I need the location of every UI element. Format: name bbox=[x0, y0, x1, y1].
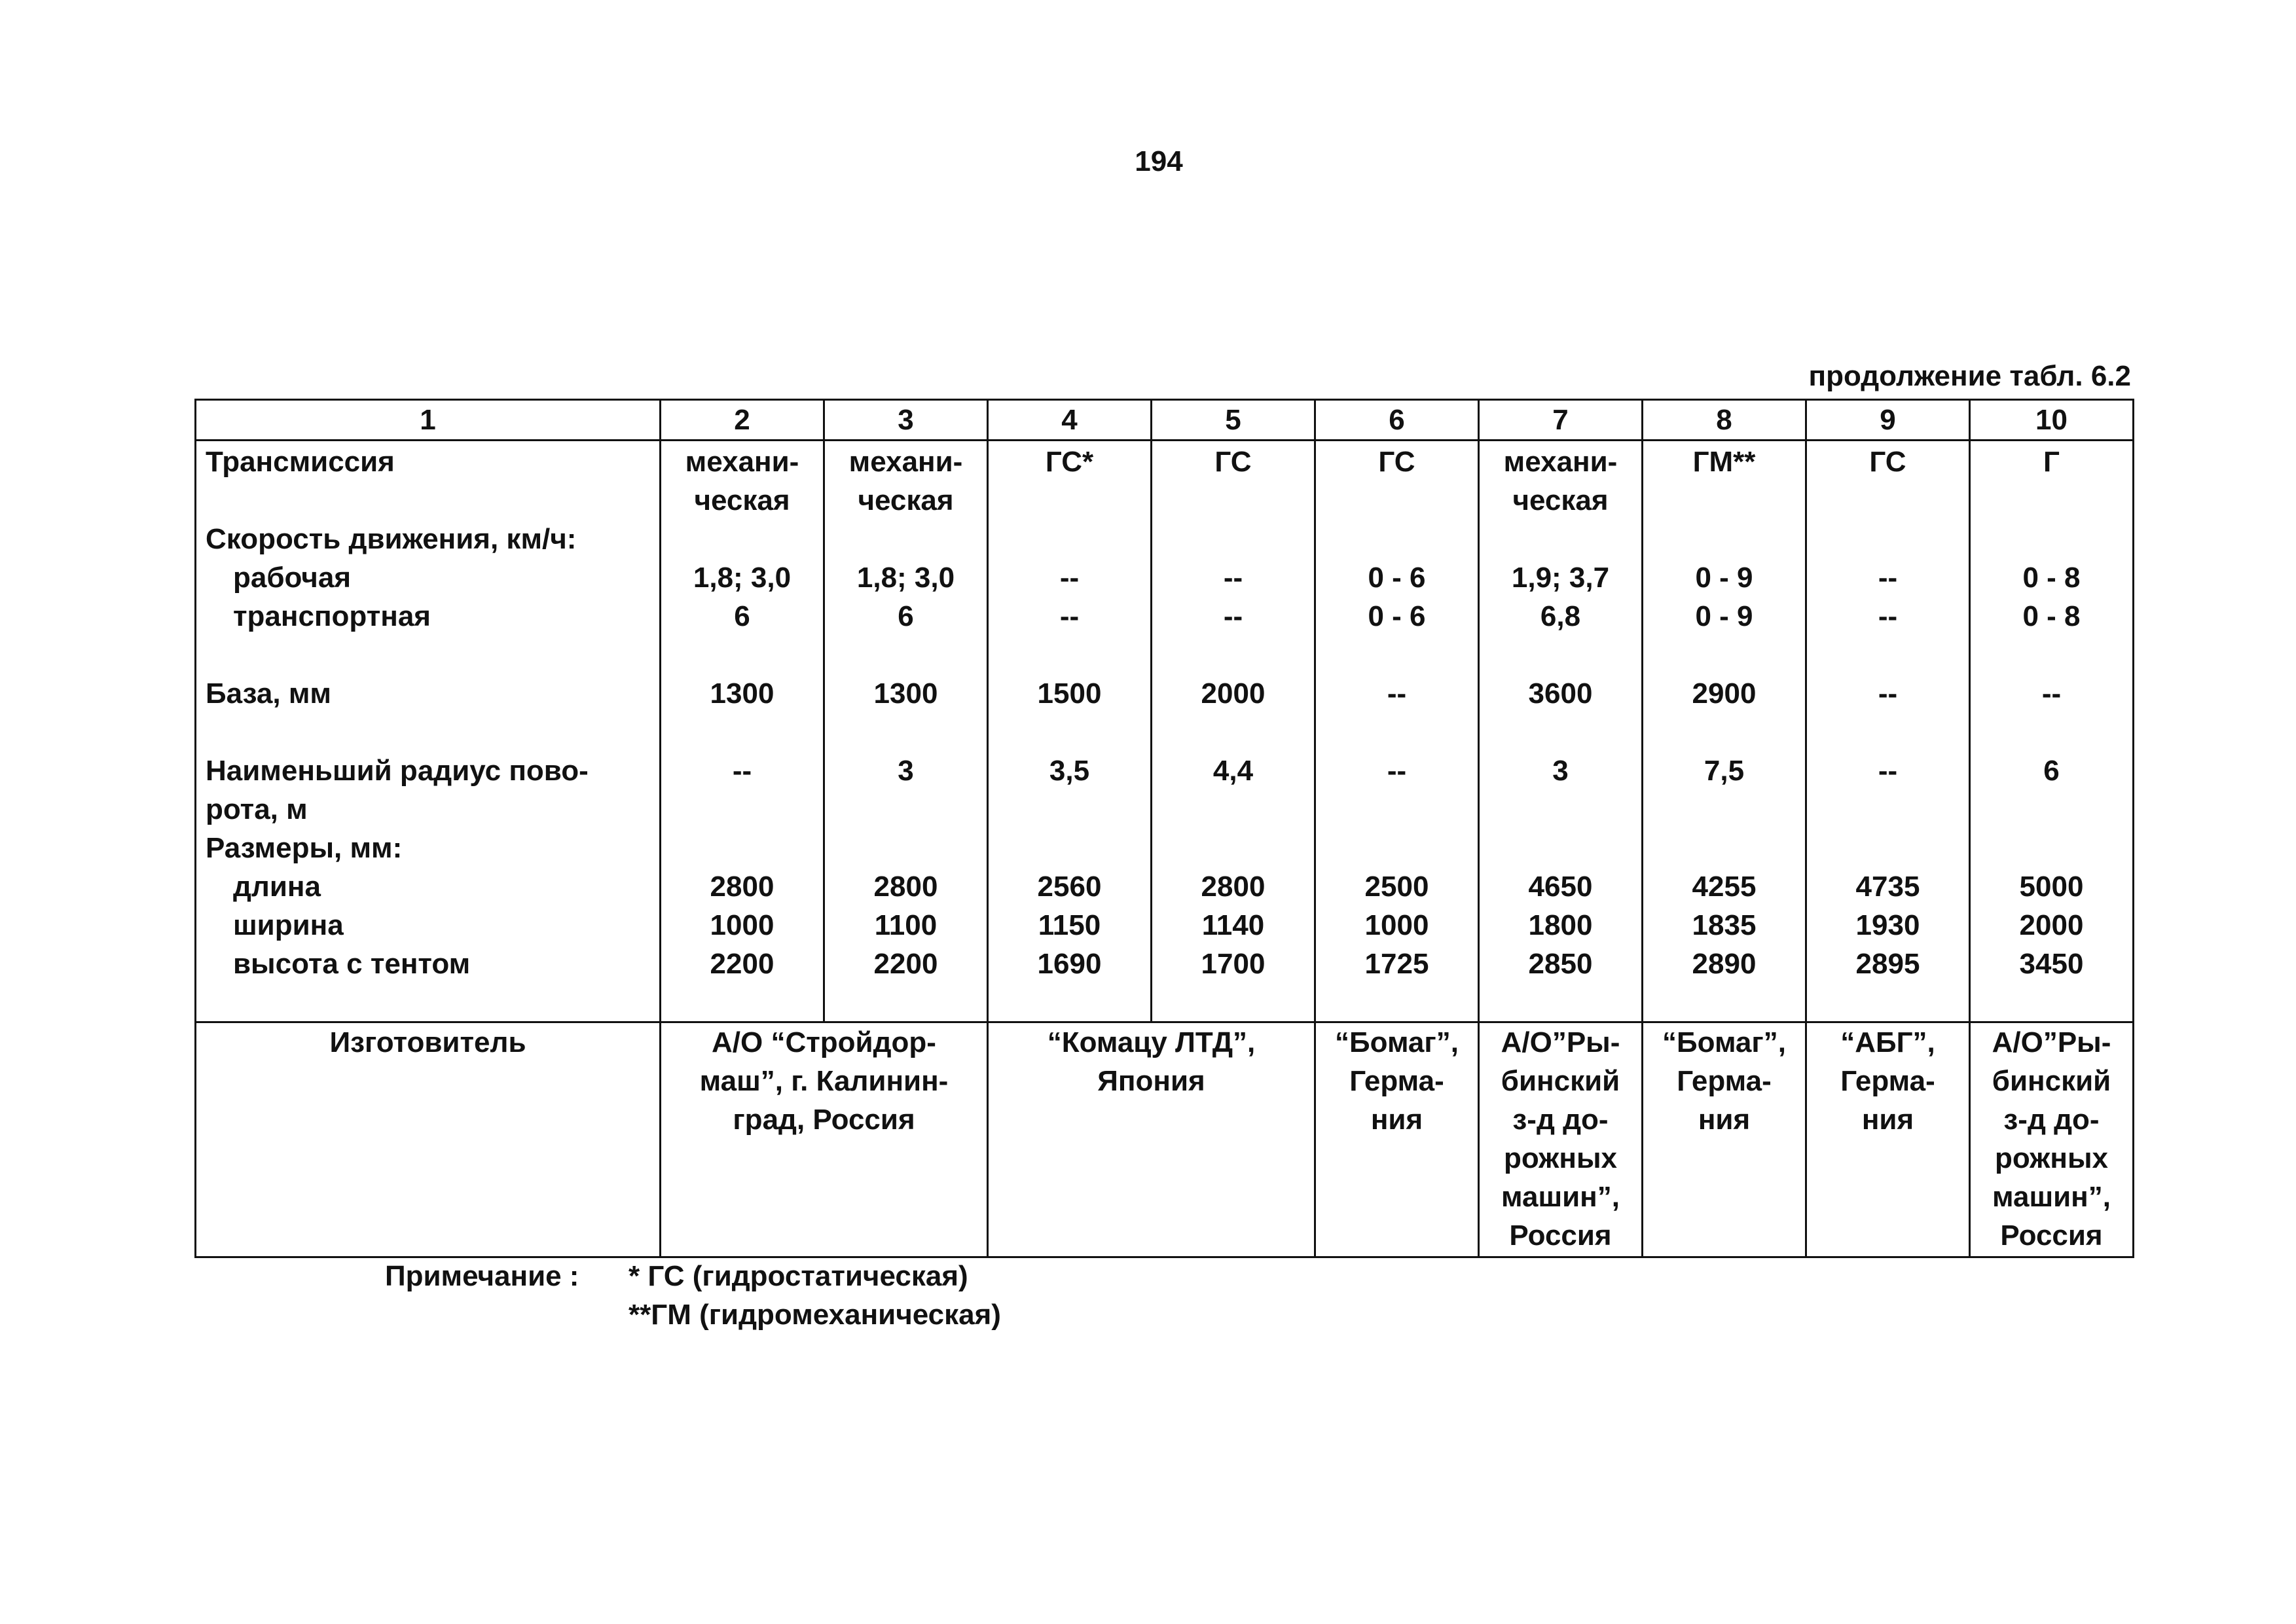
length-value: 2500 bbox=[1364, 871, 1429, 903]
height-value: 1690 bbox=[1037, 948, 1102, 980]
manufacturer-line: А/О”Ры- bbox=[1992, 1026, 2111, 1058]
col-header: 7 bbox=[1479, 400, 1643, 441]
table-caption: продолжение табл. 6.2 bbox=[1808, 360, 2131, 392]
col-header: 5 bbox=[1152, 400, 1315, 441]
manufacturer-line: ния bbox=[1698, 1104, 1751, 1136]
model-column bbox=[661, 441, 824, 1022]
speed-work-value: -- bbox=[1059, 562, 1080, 594]
col-header: 9 bbox=[1806, 400, 1970, 441]
width-value: 1930 bbox=[1855, 909, 1920, 941]
length-value: 2800 bbox=[710, 871, 774, 903]
radius-value: 6 bbox=[2043, 755, 2060, 787]
col-header: 8 bbox=[1643, 400, 1806, 441]
model-column bbox=[1643, 441, 1806, 1022]
transmission-value: механи- bbox=[1503, 446, 1618, 478]
manufacturer-line: “Бомаг”, bbox=[1335, 1026, 1459, 1058]
speed-transport-value: -- bbox=[1223, 600, 1243, 632]
base-value: -- bbox=[1878, 677, 1898, 710]
manufacturer-cell bbox=[1806, 1022, 1970, 1257]
width-value: 1000 bbox=[1364, 909, 1429, 941]
manufacturer-row bbox=[196, 1022, 2134, 1257]
label-dims: Размеры, мм: bbox=[206, 832, 403, 864]
base-value: 1300 bbox=[873, 677, 938, 710]
model-column bbox=[1152, 441, 1315, 1022]
model-column bbox=[1479, 441, 1643, 1022]
manufacturer-line: машин”, bbox=[1992, 1181, 2111, 1213]
manufacturer-line: Россия bbox=[2000, 1219, 2103, 1252]
model-column bbox=[988, 441, 1152, 1022]
manufacturer-line: з-д до- bbox=[1512, 1104, 1609, 1136]
manufacturer-line: бинский bbox=[1992, 1065, 2111, 1097]
base-value: 1300 bbox=[710, 677, 774, 710]
manufacturer-line: “Бомаг”, bbox=[1662, 1026, 1786, 1058]
transmission-value: ческая bbox=[1512, 484, 1609, 516]
speed-transport-value: 6 bbox=[898, 600, 914, 632]
radius-value: -- bbox=[1878, 755, 1898, 787]
length-value: 2800 bbox=[1201, 871, 1266, 903]
speed-transport-value: 0 - 9 bbox=[1695, 600, 1753, 632]
base-value: -- bbox=[2041, 677, 2062, 710]
transmission-value: ГС bbox=[1378, 446, 1415, 478]
transmission-value: ческая bbox=[858, 484, 954, 516]
note-item: * ГС (гидростатическая) bbox=[629, 1260, 968, 1292]
manufacturer-line: Герма- bbox=[1677, 1065, 1772, 1097]
length-value: 4735 bbox=[1855, 871, 1920, 903]
manufacturer-line: рожных bbox=[1504, 1142, 1617, 1174]
radius-value: 3 bbox=[898, 755, 914, 787]
length-value: 4255 bbox=[1692, 871, 1757, 903]
width-value: 1835 bbox=[1692, 909, 1757, 941]
width-value: 1100 bbox=[874, 909, 938, 941]
speed-work-value: 1,9; 3,7 bbox=[1511, 562, 1610, 594]
manufacturer-cell bbox=[1315, 1022, 1479, 1257]
radius-value: 4,4 bbox=[1212, 755, 1254, 787]
label-width: ширина bbox=[233, 909, 344, 941]
width-value: 1000 bbox=[710, 909, 774, 941]
spec-body-row bbox=[196, 441, 2134, 1022]
transmission-value: ГС* bbox=[1045, 446, 1094, 478]
base-value: -- bbox=[1387, 677, 1407, 710]
manufacturer-line: ния bbox=[1370, 1104, 1423, 1136]
label-base: База, мм bbox=[206, 677, 331, 710]
manufacturer-line: машин”, bbox=[1501, 1181, 1620, 1213]
radius-value: -- bbox=[732, 755, 752, 787]
speed-transport-value: -- bbox=[1059, 600, 1080, 632]
manufacturer-cell bbox=[1643, 1022, 1806, 1257]
speed-work-value: 0 - 9 bbox=[1695, 562, 1753, 594]
base-value: 1500 bbox=[1037, 677, 1102, 710]
manufacturer-cell bbox=[988, 1022, 1315, 1257]
label-manufacturer: Изготовитель bbox=[196, 1022, 661, 1257]
height-value: 2200 bbox=[873, 948, 938, 980]
base-value: 2000 bbox=[1201, 677, 1266, 710]
radius-value: 3 bbox=[1552, 755, 1569, 787]
base-value: 2900 bbox=[1692, 677, 1757, 710]
height-value: 1725 bbox=[1364, 948, 1429, 980]
transmission-value: ГС bbox=[1214, 446, 1252, 478]
speed-transport-value: 6 bbox=[734, 600, 750, 632]
transmission-value: ГС bbox=[1869, 446, 1906, 478]
model-column bbox=[1970, 441, 2134, 1022]
transmission-value: механи- bbox=[685, 446, 799, 478]
height-value: 2200 bbox=[710, 948, 774, 980]
col-header: 6 bbox=[1315, 400, 1479, 441]
col-header: 10 bbox=[1970, 400, 2134, 441]
label-radius-cont: рота, м bbox=[206, 793, 308, 825]
notes-label: Примечание : bbox=[385, 1260, 579, 1292]
manufacturer-line: “АБГ”, bbox=[1840, 1026, 1935, 1058]
notes bbox=[385, 1257, 1001, 1334]
label-speed-transport: транспортная bbox=[233, 600, 431, 632]
speed-work-value: 1,8; 3,0 bbox=[693, 562, 792, 594]
manufacturer-line: “Комацу ЛТД”, bbox=[1047, 1026, 1256, 1058]
manufacturer-line: А/О”Ры- bbox=[1501, 1026, 1620, 1058]
speed-transport-value: -- bbox=[1878, 600, 1898, 632]
speed-work-value: -- bbox=[1878, 562, 1898, 594]
manufacturer-line: град, Россия bbox=[733, 1104, 915, 1136]
speed-work-value: 0 - 6 bbox=[1368, 562, 1426, 594]
label-radius: Наименьший радиус пово- bbox=[206, 755, 589, 787]
manufacturer-cell bbox=[661, 1022, 988, 1257]
header-row bbox=[196, 400, 2134, 441]
width-value: 1150 bbox=[1038, 909, 1101, 941]
transmission-value: ГМ** bbox=[1692, 446, 1756, 478]
manufacturer-line: Герма- bbox=[1840, 1065, 1935, 1097]
spec-table bbox=[194, 399, 2134, 1258]
manufacturer-cell bbox=[1479, 1022, 1643, 1257]
col-header: 3 bbox=[824, 400, 988, 441]
model-column bbox=[824, 441, 988, 1022]
length-value: 4650 bbox=[1528, 871, 1593, 903]
speed-transport-value: 6,8 bbox=[1540, 600, 1581, 632]
radius-value: 3,5 bbox=[1049, 755, 1090, 787]
manufacturer-line: бинский bbox=[1501, 1065, 1620, 1097]
col-header: 1 bbox=[196, 400, 661, 441]
height-value: 2890 bbox=[1692, 948, 1757, 980]
speed-transport-value: 0 - 6 bbox=[1368, 600, 1426, 632]
manufacturer-line: маш”, г. Калинин- bbox=[699, 1065, 949, 1097]
height-value: 2895 bbox=[1855, 948, 1920, 980]
label-column bbox=[196, 441, 661, 1022]
model-column bbox=[1315, 441, 1479, 1022]
speed-transport-value: 0 - 8 bbox=[2022, 600, 2081, 632]
note-item: **ГМ (гидромеханическая) bbox=[629, 1299, 1001, 1331]
transmission-value: ческая bbox=[694, 484, 790, 516]
height-value: 2850 bbox=[1528, 948, 1593, 980]
length-value: 5000 bbox=[2019, 871, 2084, 903]
manufacturer-line: Герма- bbox=[1349, 1065, 1444, 1097]
speed-work-value: 1,8; 3,0 bbox=[856, 562, 955, 594]
radius-value: -- bbox=[1387, 755, 1407, 787]
label-length: длина bbox=[233, 871, 321, 903]
col-header: 4 bbox=[988, 400, 1152, 441]
page-number: 194 bbox=[1135, 145, 1183, 177]
width-value: 2000 bbox=[2019, 909, 2084, 941]
label-height: высота с тентом bbox=[233, 948, 471, 980]
transmission-value: механи- bbox=[848, 446, 963, 478]
height-value: 1700 bbox=[1201, 948, 1266, 980]
base-value: 3600 bbox=[1528, 677, 1593, 710]
model-column bbox=[1806, 441, 1970, 1022]
label-transmission: Трансмиссия bbox=[206, 446, 395, 478]
manufacturer-line: з-д до- bbox=[2003, 1104, 2100, 1136]
width-value: 1140 bbox=[1201, 909, 1265, 941]
manufacturer-line: рожных bbox=[1995, 1142, 2108, 1174]
manufacturer-line: Япония bbox=[1097, 1065, 1205, 1097]
manufacturer-line: А/О “Стройдор- bbox=[712, 1026, 936, 1058]
speed-work-value: -- bbox=[1223, 562, 1243, 594]
width-value: 1800 bbox=[1528, 909, 1593, 941]
col-header: 2 bbox=[661, 400, 824, 441]
manufacturer-line: ния bbox=[1861, 1104, 1914, 1136]
manufacturer-cell bbox=[1970, 1022, 2134, 1257]
length-value: 2800 bbox=[873, 871, 938, 903]
transmission-value: Г bbox=[2043, 446, 2060, 478]
label-speed: Скорость движения, км/ч: bbox=[206, 523, 577, 555]
manufacturer-line: Россия bbox=[1509, 1219, 1612, 1252]
label-speed-work: рабочая bbox=[233, 562, 351, 594]
length-value: 2560 bbox=[1037, 871, 1102, 903]
radius-value: 7,5 bbox=[1704, 755, 1745, 787]
speed-work-value: 0 - 8 bbox=[2022, 562, 2081, 594]
height-value: 3450 bbox=[2019, 948, 2084, 980]
